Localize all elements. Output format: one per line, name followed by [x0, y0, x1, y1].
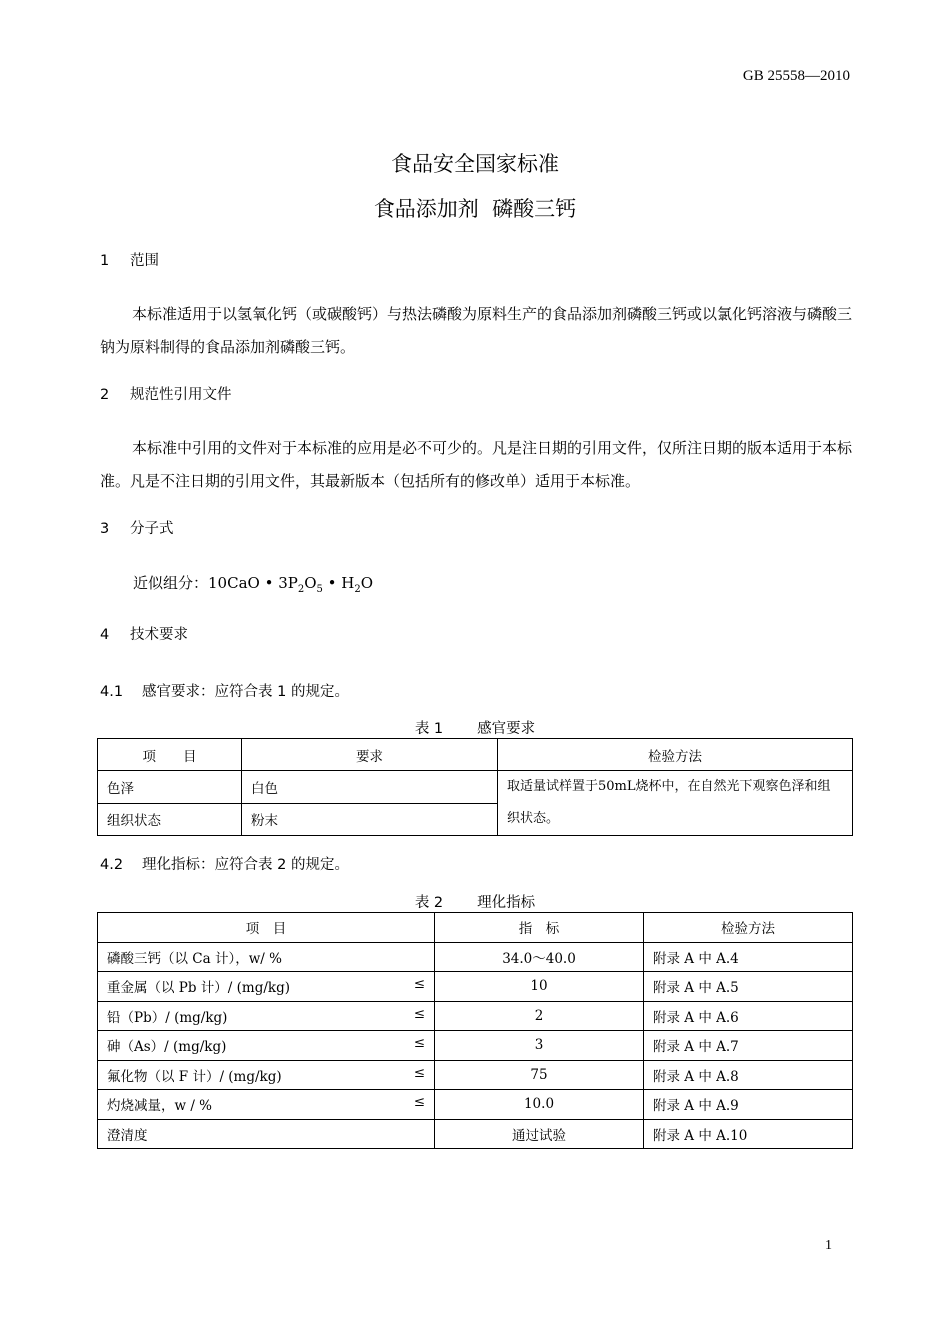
cell-method: 附录 A 中 A.4	[644, 942, 853, 972]
section-2-text: 本标准中引用的文件对于本标准的应用是必不可少的。凡是注日期的引用文件，仅所注日期的版本适用于本标准。凡是不注日期的引用文件，其最新版本（包括所有的修改单）适用于本标准。	[100, 439, 853, 490]
cell-method: 取适量试样置于50mL烧杯中，在自然光下观察色泽和组织状态。	[498, 771, 853, 836]
item-text: 氟化物（以 F 计）/ (mg/kg)	[107, 1068, 282, 1085]
leq-sign: ≤	[413, 1094, 425, 1111]
section-title: 分子式	[130, 521, 174, 537]
standard-code: GB 25558—2010	[742, 68, 850, 84]
section-3-heading	[100, 517, 174, 538]
cell-method: 附录 A 中 A.6	[644, 1001, 853, 1031]
formula-part: 10CaO • 3P	[208, 574, 298, 592]
cell-method: 附录 A 中 A.9	[644, 1090, 853, 1120]
section-number: 1	[100, 253, 110, 269]
cell-method: 附录 A 中 A.5	[644, 972, 853, 1002]
cell-indicator: 通过试验	[435, 1119, 644, 1149]
table-row	[98, 942, 853, 972]
cell-item	[98, 1119, 435, 1149]
section-number: 2	[100, 387, 110, 403]
cell-item	[98, 1060, 435, 1090]
physicochemical-indicators-table	[97, 912, 853, 1149]
cell-method: 附录 A 中 A.7	[644, 1031, 853, 1061]
section-4-1-heading	[100, 680, 349, 701]
formula-subscript: 2	[354, 584, 361, 595]
table-2-caption	[0, 891, 950, 912]
caption-title: 感官要求	[477, 721, 536, 737]
table-row	[98, 1001, 853, 1031]
formula-part: O	[360, 574, 374, 592]
document-title: 食品安全国家标准	[391, 152, 559, 176]
header-item: 项 目	[98, 739, 242, 771]
section-1-heading	[100, 249, 159, 270]
cell-item: 组织状态	[98, 803, 242, 836]
item-text: 铅（Pb）/ (mg/kg)	[107, 1009, 228, 1026]
section-number: 3	[100, 521, 110, 537]
cell-indicator: 75	[435, 1060, 644, 1090]
section-1-text: 本标准适用于以氢氧化钙（或碳酸钙）与热法磷酸为原料生产的食品添加剂磷酸三钙或以氯化钙溶液与磷酸三钠为原料制得的食品添加剂磷酸三钙。	[100, 305, 853, 356]
leq-sign: ≤	[413, 1064, 425, 1081]
cell-method: 附录 A 中 A.8	[644, 1060, 853, 1090]
item-text: 砷（As）/ (mg/kg)	[107, 1039, 227, 1056]
cell-indicator: 34.0～40.0	[435, 942, 644, 972]
cell-method: 附录 A 中 A.10	[644, 1119, 853, 1149]
cell-indicator: 10.0	[435, 1090, 644, 1120]
caption-title: 理化指标	[477, 895, 536, 911]
cell-requirement: 粉末	[242, 803, 498, 836]
cell-indicator: 2	[435, 1001, 644, 1031]
header-item: 项 目	[98, 913, 435, 943]
cell-item: 色泽	[98, 771, 242, 804]
cell-requirement: 白色	[242, 771, 498, 804]
page-number: 1	[825, 1238, 832, 1253]
table-row	[98, 1119, 853, 1149]
item-text: 澄清度	[107, 1127, 148, 1144]
cell-item	[98, 1001, 435, 1031]
table-row	[98, 1090, 853, 1120]
section-4-2-heading	[100, 853, 349, 874]
item-text: 磷酸三钙（以 Ca 计），w/ %	[107, 950, 282, 967]
formula-part: • H	[322, 574, 355, 592]
table-row	[98, 1031, 853, 1061]
section-title: 技术要求	[130, 627, 188, 643]
section-title: 范围	[130, 253, 159, 269]
cell-item	[98, 1090, 435, 1120]
formula-subscript: 5	[316, 584, 323, 595]
header-method: 检验方法	[644, 913, 853, 943]
section-2-heading	[100, 383, 232, 404]
cell-indicator: 10	[435, 972, 644, 1002]
cell-item	[98, 972, 435, 1002]
table-row	[98, 972, 853, 1002]
formula-subscript: 2	[297, 584, 305, 595]
table-row	[98, 771, 853, 804]
cell-item	[98, 942, 435, 972]
leq-sign: ≤	[413, 1035, 425, 1052]
document-subtitle: 食品添加剂 磷酸三钙	[373, 197, 577, 221]
cell-indicator: 3	[435, 1031, 644, 1061]
molecular-formula	[133, 572, 373, 595]
section-title: 理化指标：应符合表 2 的规定。	[142, 857, 349, 873]
section-number: 4	[100, 627, 110, 643]
header-requirement: 要求	[242, 739, 498, 771]
table-header-row	[98, 913, 853, 943]
caption-number: 表 1	[414, 721, 444, 737]
table-1-caption	[0, 717, 950, 738]
table-header-row	[98, 739, 853, 771]
caption-number: 表 2	[414, 895, 444, 911]
section-title: 感官要求：应符合表 1 的规定。	[142, 684, 349, 700]
cell-item	[98, 1031, 435, 1061]
formula-label: 近似组分：	[133, 574, 209, 592]
section-4-heading	[100, 623, 188, 644]
sensory-requirements-table	[97, 738, 853, 836]
leq-sign: ≤	[413, 1005, 425, 1022]
leq-sign: ≤	[413, 976, 425, 993]
header-indicator: 指 标	[435, 913, 644, 943]
section-number: 4.1	[100, 684, 124, 700]
formula-part: O	[304, 574, 317, 592]
table-row	[98, 1060, 853, 1090]
item-text: 重金属（以 Pb 计）/ (mg/kg)	[107, 980, 290, 997]
header-method: 检验方法	[498, 739, 853, 771]
section-number: 4.2	[100, 857, 124, 873]
item-text: 灼烧减量，w / %	[107, 1098, 213, 1115]
section-title: 规范性引用文件	[130, 387, 232, 403]
